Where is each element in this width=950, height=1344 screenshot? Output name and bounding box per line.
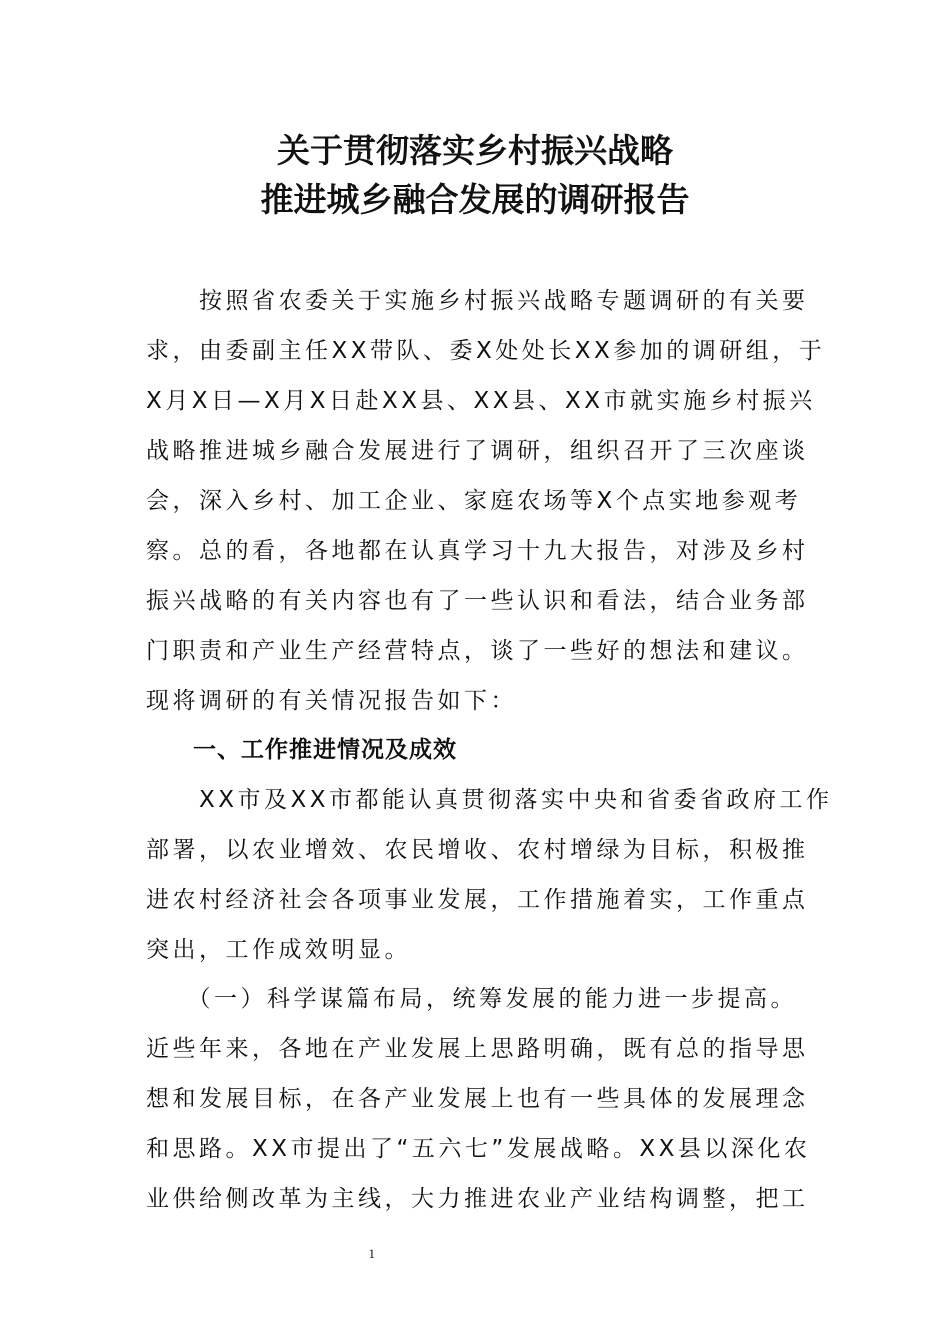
paragraph-line: 和思路。XX市提出了“五六七”发展战略。XX县以深化农 [146, 1136, 811, 1162]
page-number: 1 [368, 1246, 375, 1261]
paragraph-line: 想和发展目标，在各产业发展上也有一些具体的发展理念 [146, 1086, 809, 1112]
paragraph-line: 突出，工作成效明显。 [146, 937, 411, 963]
title-line-1: 关于贯彻落实乡村振兴战略 [277, 131, 673, 170]
paragraph-line: 察。总的看，各地都在认真学习十九大报告，对涉及乡村 [146, 538, 809, 564]
section1-paragraph [146, 775, 833, 975]
section-heading: 一、工作推进情况及成效 [193, 737, 457, 763]
paragraph-line: 会，深入乡村、加工企业、家庭农场等X个点实地参观考 [146, 488, 802, 514]
title-line-2: 推进城乡融合发展的调研报告 [260, 180, 690, 219]
paragraph-line: （一）科学谋篇布局，统筹发展的能力进一步提高。 [146, 986, 797, 1012]
paragraph-line: 求，由委副主任XX带队、委X处处长XX参加的调研组，于 [146, 338, 826, 364]
paragraph-line: 业供给侧改革为主线，大力推进农业产业结构调整，把工 [146, 1186, 809, 1212]
paragraph-line: 现将调研的有关情况报告如下： [146, 688, 517, 714]
paragraph-line: 部署，以农业增效、农民增收、农村增绿为目标，积极推 [146, 837, 809, 863]
subsection1-paragraph [146, 974, 811, 1224]
paragraph-line: 进农村经济社会各项事业发展，工作措施着实，工作重点 [146, 887, 809, 913]
paragraph-line: XX市及XX市都能认真贯彻落实中央和省委省政府工作 [146, 787, 833, 813]
paragraph-line: 门职责和产业生产经营特点，谈了一些好的想法和建议。 [146, 638, 809, 664]
paragraph-line: 战略推进城乡融合发展进行了调研，组织召开了三次座谈 [146, 438, 809, 464]
paragraph-line: 按照省农委关于实施乡村振兴战略专题调研的有关要 [146, 288, 809, 314]
paragraph-line: 近些年来，各地在产业发展上思路明确，既有总的指导思 [146, 1036, 809, 1062]
paragraph-line: X月X日—X月X日赴XX县、XX县、XX市就实施乡村振兴 [146, 388, 816, 414]
paragraph-line: 振兴战略的有关内容也有了一些认识和看法，结合业务部 [146, 588, 809, 614]
intro-paragraph [146, 276, 826, 726]
